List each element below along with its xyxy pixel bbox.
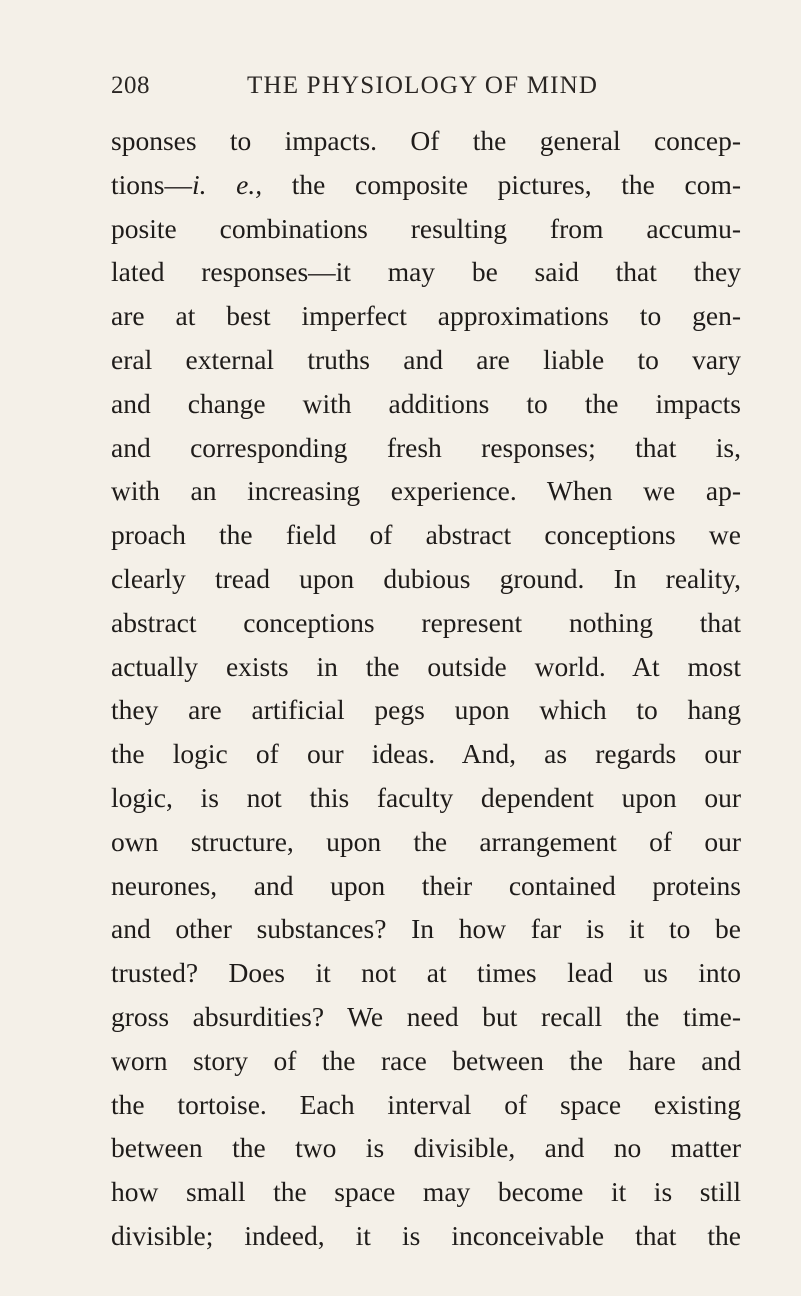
text-line-12: abstract conceptions represent nothing that — [111, 606, 741, 638]
text-line-11: clearly tread upon dubious ground. In reality, — [111, 562, 741, 594]
text-line-9: with an increasing experience. When we ap- — [111, 475, 741, 507]
text-line-19: and other substances? In how far is it to be — [111, 913, 741, 945]
text-line-13: actually exists in the outside world. At most — [111, 650, 741, 682]
text-line-21: gross absurdities? We need but recall the time- — [111, 1000, 741, 1032]
text-line-24: between the two is divisible, and no matter — [111, 1132, 741, 1164]
text-line-1: sponses to impacts. Of the general concep- — [111, 125, 741, 156]
running-head — [111, 72, 751, 112]
text-line-23: the tortoise. Each interval of space existing — [111, 1088, 741, 1120]
text-line-26: divisible; indeed, it is inconceivable that the — [111, 1219, 741, 1251]
text-line-2 — [111, 163, 741, 207]
text-line-14: they are artificial pegs upon which to hang — [111, 694, 741, 726]
text-line-2-start: tions— — [111, 168, 192, 200]
running-title: THE PHYSIOLOGY OF MIND — [247, 72, 599, 99]
text-line-7: and change with additions to the impacts — [111, 387, 741, 419]
text-line-18: neurones, and upon their contained proteins — [111, 869, 741, 901]
italic-abbrev-e: e., — [236, 168, 263, 200]
text-line-17: own structure, upon the arrangement of our — [111, 825, 741, 857]
page-number: 208 — [111, 72, 150, 99]
text-line-2-end: the composite pictures, the com- — [262, 168, 741, 200]
text-line-20: trusted? Does it not at times lead us into — [111, 957, 741, 989]
text-line-3: posite combinations resulting from accumu- — [111, 212, 741, 244]
text-line-8: and corresponding fresh responses; that is, — [111, 431, 741, 463]
text-line-5: are at best imperfect approximations to gen- — [111, 300, 741, 332]
text-line-22: worn story of the race between the hare and — [111, 1044, 741, 1076]
text-line-25: how small the space may become it is still — [111, 1176, 741, 1208]
text-line-15: the logic of our ideas. And, as regards our — [111, 738, 741, 770]
text-line-6: eral external truths and are liable to vary — [111, 343, 741, 375]
italic-abbrev-i: i. — [191, 168, 207, 200]
text-line-10: proach the field of abstract conceptions we — [111, 519, 741, 551]
body-text — [111, 119, 741, 1258]
text-line-16: logic, is not this faculty dependent upon our — [111, 781, 741, 813]
text-line-4: lated responses—it may be said that they — [111, 256, 741, 288]
